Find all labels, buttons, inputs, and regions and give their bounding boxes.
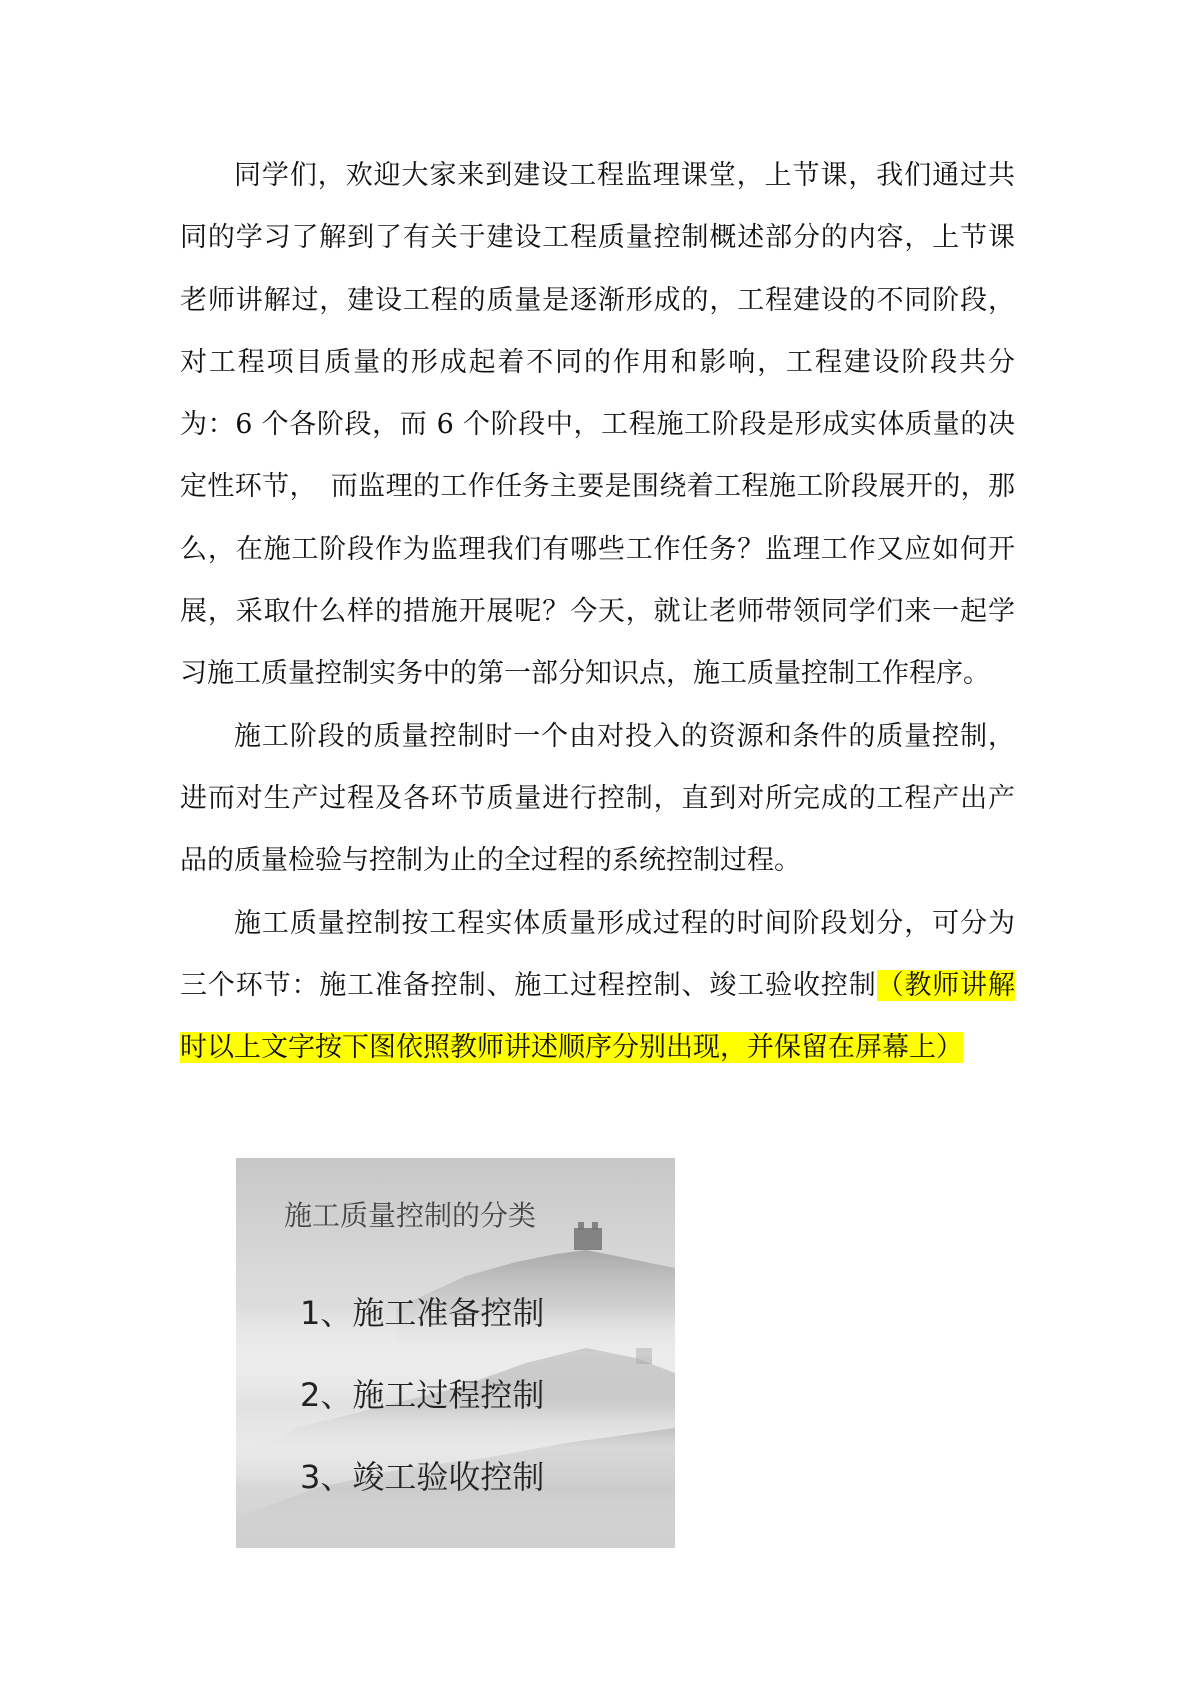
slide-image	[236, 1158, 675, 1548]
paragraph-classification-text: 施工质量控制按工程实体质量形成过程的时间阶段划分，可分为三个环节：施工准备控制、施工过程控制、竣工验收控制	[180, 907, 1015, 1001]
watchtower-icon	[574, 1228, 602, 1250]
highlighted-note: （教师讲解时以上文字按下图依照教师讲述顺序分别出现，并保留在屏幕上）	[180, 969, 1016, 1064]
paragraph-classification	[180, 893, 1015, 1080]
slide-item-acceptance-control: 3、竣工验收控制	[300, 1458, 545, 1496]
paragraph-intro: 同学们，欢迎大家来到建设工程监理课堂，上节课，我们通过共同的学习了解到了有关于建设工程质量控制概述部分的内容，上节课老师讲解过，建设工程的质量是逐渐形成的，工程建设的不同阶段，对工程项目质量的形成起着不同的作用和影响，工程建设阶段共分为：6 个各阶段，而 6 个阶段中，工程施工阶段是形成实体质量的决定性环节， 而监理的工作任务主要是围绕着工程施工阶段展开的，那么，在施工阶段作为监理我们有哪些工作任务？监理工作又应如何开展，采取什么样的措施开展呢？今天，就让老师带领同学们来一起学习施工质量控制实务中的第一部分知识点，施工质量控制工作程序。	[180, 160, 1015, 690]
body-text	[180, 145, 1015, 1079]
slide-title: 施工质量控制的分类	[284, 1199, 537, 1232]
slide-item-process-control: 2、施工过程控制	[300, 1376, 545, 1414]
paragraph-process: 施工阶段的质量控制时一个由对投入的资源和条件的质量控制，进而对生产过程及各环节质量进行控制，直到对所完成的工程产出产品的质量检验与控制为止的全过程的系统控制过程。	[180, 720, 1015, 877]
slide-item-prep-control: 1、施工准备控制	[300, 1294, 545, 1332]
